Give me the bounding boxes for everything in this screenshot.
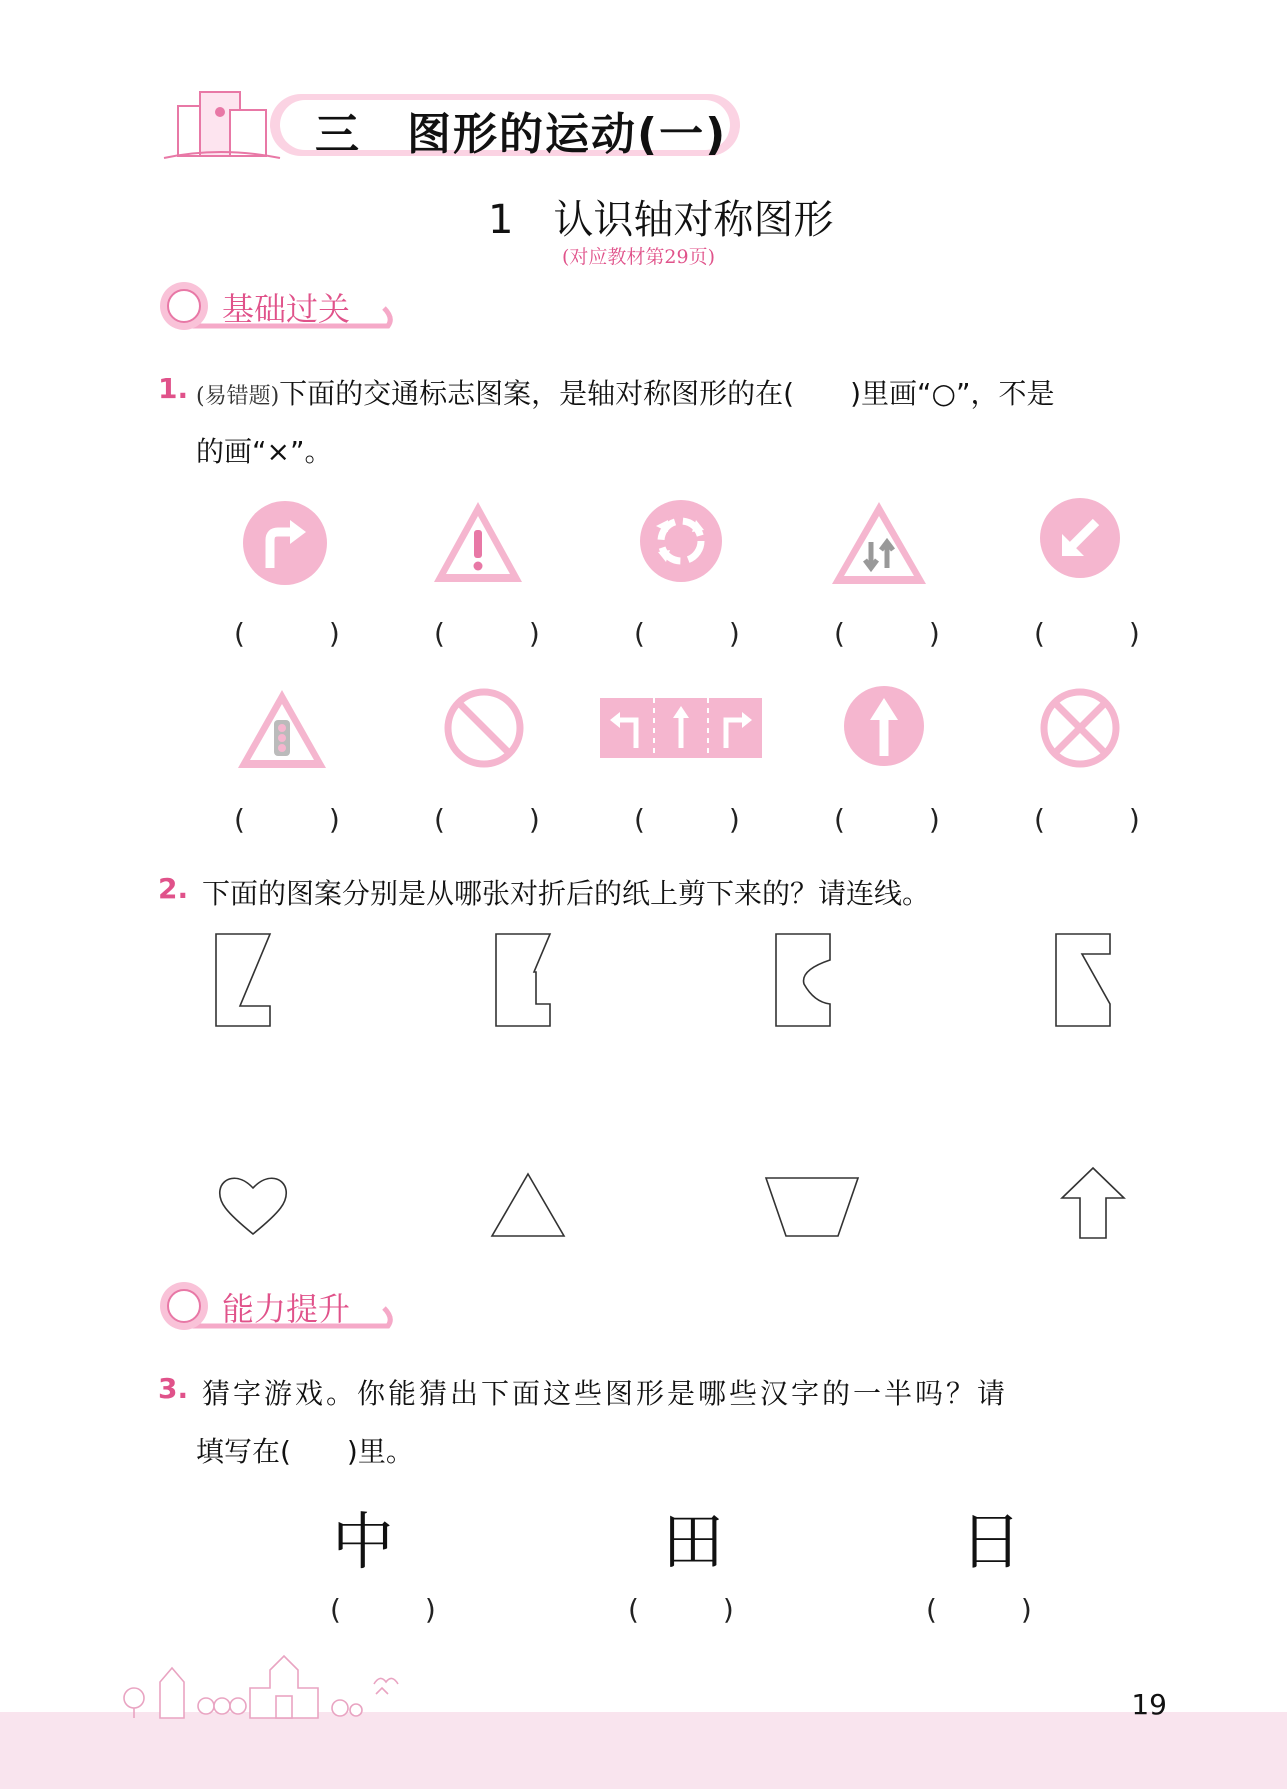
question-1-tag: (易错题) — [196, 384, 280, 409]
answer-paren-3-2[interactable]: ( ) — [628, 1593, 734, 1626]
warning-exclamation-sign-icon — [430, 498, 526, 586]
question-3-number: 3. — [158, 1372, 189, 1405]
answer-paren-2-4[interactable]: ( ) — [834, 803, 940, 836]
two-way-traffic-sign-icon — [828, 498, 930, 588]
no-stopping-sign-icon — [1038, 686, 1122, 770]
half-character-1 — [332, 1492, 402, 1578]
question-3-line-1: 猜字游戏。你能猜出下面这些图形是哪些汉字的一半吗？请 — [202, 1377, 1009, 1410]
lesson-title: 1 认识轴对称图形 — [488, 197, 834, 243]
half-character-3 — [960, 1492, 1023, 1578]
traffic-light-sign-icon — [234, 686, 330, 772]
folded-paper-cut-4-icon[interactable] — [1054, 932, 1112, 1028]
lane-direction-sign-icon — [600, 698, 762, 758]
half-character-2-glyph: 田 — [662, 1505, 725, 1578]
page-number: 19 — [1131, 1688, 1167, 1721]
half-character-2 — [662, 1492, 725, 1578]
down-left-arrow-sign-icon — [1038, 496, 1122, 580]
folded-paper-cut-3-icon[interactable] — [774, 932, 832, 1028]
half-character-3-glyph: 日 — [960, 1505, 1023, 1578]
question-1-line-1: 下面的交通标志图案，是轴对称图形的在( )里画“○”，不是 — [279, 377, 1055, 410]
answer-paren-3-3[interactable]: ( ) — [926, 1593, 1032, 1626]
question-1-line-2: 的画“×”。 — [196, 435, 333, 468]
question-3-line-2: 填写在( )里。 — [196, 1435, 414, 1468]
trapezoid-icon[interactable] — [764, 1176, 860, 1238]
turn-right-sign-icon — [240, 498, 330, 588]
triangle-icon[interactable] — [490, 1172, 566, 1238]
answer-paren-1-2[interactable]: ( ) — [434, 617, 540, 650]
town-illustration-icon — [120, 1648, 390, 1718]
question-2-number: 2. — [158, 872, 189, 905]
no-entry-sign-icon — [442, 686, 526, 770]
lesson-subtitle: (对应教材第29页) — [562, 246, 716, 268]
answer-paren-2-3[interactable]: ( ) — [634, 803, 740, 836]
footer-band — [0, 1712, 1287, 1789]
up-arrow-icon[interactable] — [1060, 1166, 1126, 1240]
heart-icon[interactable] — [216, 1172, 290, 1238]
building-illustration-icon — [164, 92, 280, 158]
answer-paren-1-3[interactable]: ( ) — [634, 617, 740, 650]
section-title-basic: 基础过关 — [222, 290, 351, 328]
answer-paren-3-1[interactable]: ( ) — [330, 1593, 436, 1626]
answer-paren-1-4[interactable]: ( ) — [834, 617, 940, 650]
answer-paren-1-5[interactable]: ( ) — [1034, 617, 1140, 650]
straight-ahead-sign-icon — [842, 684, 926, 768]
chapter-title: 三 图形的运动(一) — [315, 109, 728, 160]
question-1-number: 1. — [158, 372, 189, 405]
folded-paper-cut-2-icon[interactable] — [494, 932, 552, 1028]
bird-icon — [372, 1672, 400, 1696]
section-title-advanced: 能力提升 — [222, 1290, 351, 1328]
answer-paren-2-2[interactable]: ( ) — [434, 803, 540, 836]
answer-paren-2-1[interactable]: ( ) — [234, 803, 340, 836]
question-2-text: 下面的图案分别是从哪张对折后的纸上剪下来的？请连线。 — [202, 877, 931, 910]
roundabout-sign-icon — [638, 498, 724, 584]
answer-paren-2-5[interactable]: ( ) — [1034, 803, 1140, 836]
folded-paper-cut-1-icon[interactable] — [214, 932, 272, 1028]
half-character-1-glyph: 中 — [332, 1505, 395, 1578]
answer-paren-1-1[interactable]: ( ) — [234, 617, 340, 650]
